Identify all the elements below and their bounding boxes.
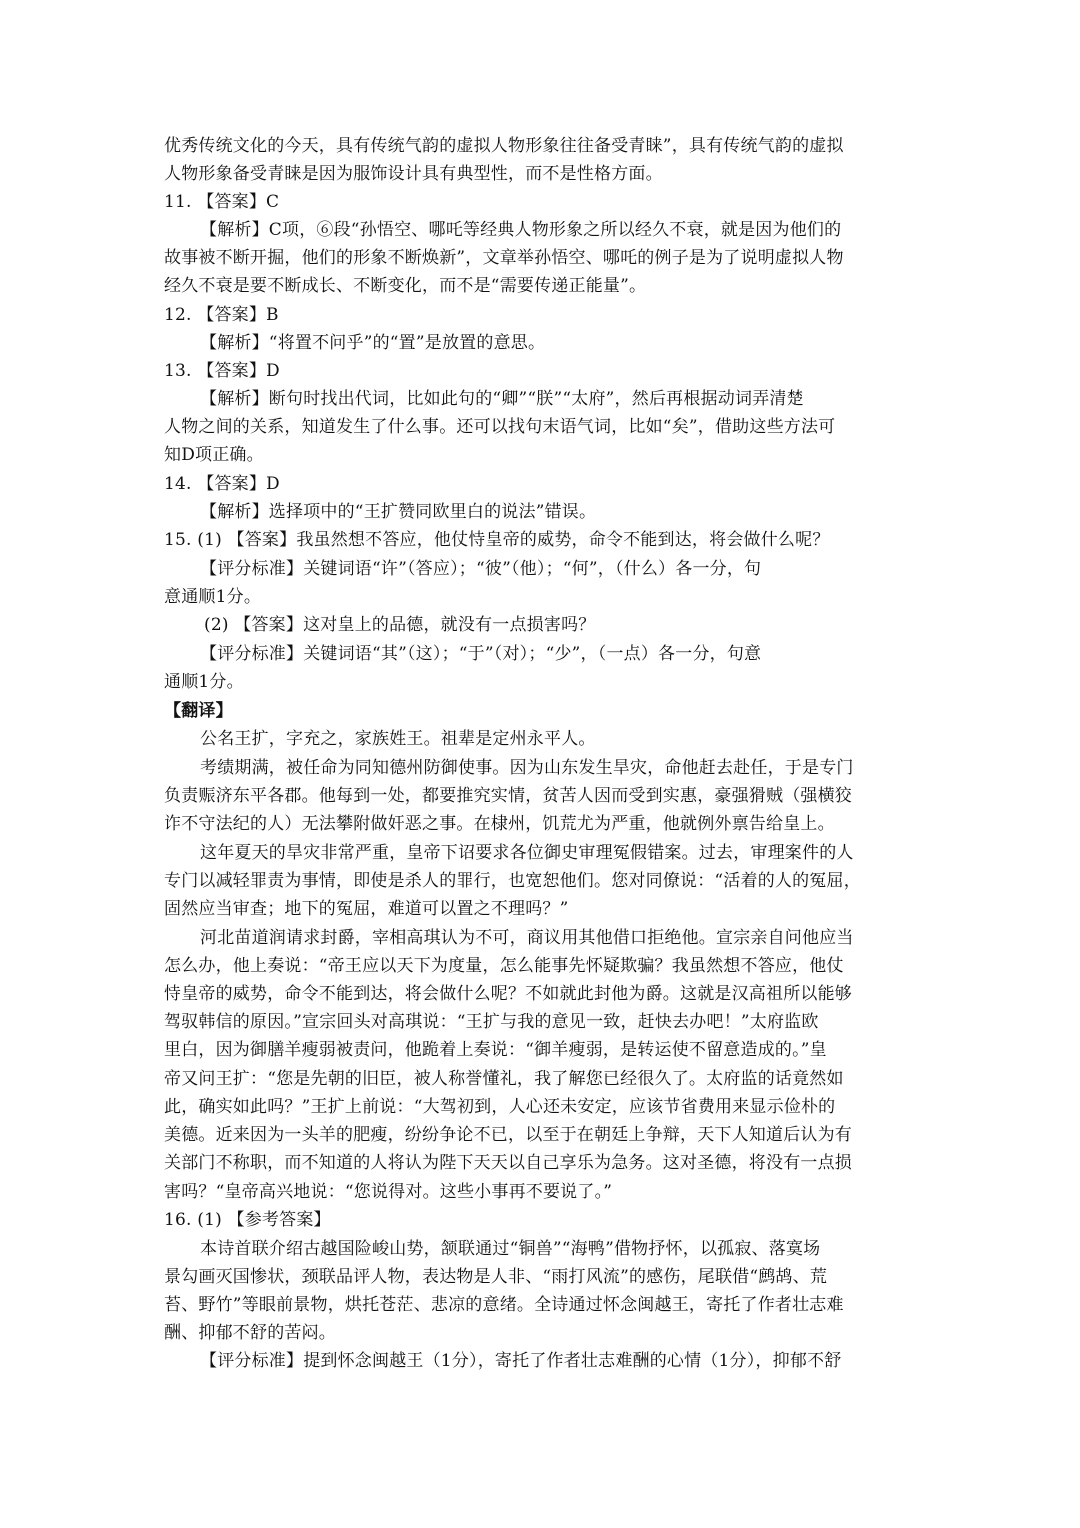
- scoring-line: 【评分标准】关键词语“许”（答应）；“彼”（他）；“何”，（什么）各一分，句: [200, 559, 762, 579]
- text-line: 故事被不断开掘，他们的形象不断焕新”，文章举孙悟空、哪吒的例子是为了说明虚拟人物: [164, 248, 844, 268]
- analysis-line: 【解析】断句时找出代词，比如此句的“卿”“朕”“太府”，然后再根据动词弄清楚: [200, 389, 804, 409]
- translation-line: 负责赈济东平各郡。他每到一处，都要推究实情，贫苦人因而受到实惠，豪强猾贼（强横狡: [164, 786, 852, 806]
- translation-line: 害吗？“皇帝高兴地说：“您说得对。这些小事再不要说了。”: [164, 1182, 613, 1202]
- translation-line: 美德。近来因为一头羊的肥瘦，纷纷争论不已，以至于在朝廷上争辩，天下人知道后认为有: [164, 1125, 852, 1145]
- reference-line: 景勾画灭国惨状，颈联品评人物，表达物是人非、“雨打风流”的感伤，尾联借“鹧鸪、荒: [164, 1267, 828, 1287]
- translation-line: 此，确实如此吗？”王扩上前说：“大驾初到，人心还未安定，应该节省费用来显示俭朴的: [164, 1097, 836, 1117]
- analysis-line: 【解析】“将置不问乎”的“置”是放置的意思。: [200, 333, 546, 353]
- text-line: 意通顺1分。: [164, 587, 262, 607]
- answer-heading: 14. 【答案】D: [164, 474, 280, 494]
- translation-line: 驾驭韩信的原因。”宣宗回头对高琪说：“王扩与我的意见一致，赶快去办吧！”太府监欧: [164, 1012, 819, 1032]
- scoring-line: 【评分标准】提到怀念闽越王（1分），寄托了作者壮志难酬的心情（1分），抑郁不舒: [200, 1351, 842, 1371]
- analysis-line: 【解析】C项，⑥段“孙悟空、哪吒等经典人物形象之所以经久不衰，就是因为他们的: [200, 220, 842, 240]
- analysis-line: 【解析】选择项中的“王扩赞同欧里白的说法”错误。: [200, 502, 597, 522]
- reference-line: 本诗首联介绍古越国险峻山势，颔联通过“铜兽”“海鸭”借物抒怀，以孤寂、落寞场: [200, 1239, 821, 1259]
- answer-heading: 15. (1) 【答案】我虽然想不答应，他仗恃皇帝的威势，命令不能到达，将会做什么呢？: [164, 530, 830, 550]
- translation-line: 诈不守法纪的人）无法攀附做奸恶之事。在棣州，饥荒尤为严重，他就例外禀告给皇上。: [164, 814, 835, 834]
- translation-line: 公名王扩，字充之，家族姓王。祖辈是定州永平人。: [200, 729, 596, 749]
- text-line: 经久不衰是要不断成长、不断变化，而不是“需要传递正能量”。: [164, 276, 647, 296]
- text-line: 通顺1分。: [164, 672, 244, 692]
- scoring-line: 【评分标准】关键词语“其”（这）；“于”（对）；“少”，（一点）各一分，句意: [200, 644, 762, 664]
- translation-line: 考绩期满，被任命为同知德州防御使事。因为山东发生旱灾，命他赶去赴任，于是专门: [200, 758, 854, 778]
- translation-line: 里白，因为御膳羊瘦弱被责问，他跪着上奏说：“御羊瘦弱，是转运使不留意造成的。”皇: [164, 1040, 827, 1060]
- answer-heading: (2) 【答案】这对皇上的品德，就没有一点损害吗？: [204, 615, 596, 635]
- translation-line: 帝又问王扩：“您是先朝的旧臣，被人称誉懂礼，我了解您已经很久了。太府监的话竟然如: [164, 1069, 844, 1089]
- answer-heading: 13. 【答案】D: [164, 361, 280, 381]
- translation-line: 这年夏天的旱灾非常严重，皇帝下诏要求各位御史审理冤假错案。过去，审理案件的人: [200, 843, 854, 863]
- text-line: 人物之间的关系，知道发生了什么事。还可以找句末语气词，比如“矣”，借助这些方法可: [164, 417, 836, 437]
- reference-line: 酬、抑郁不舒的苦闷。: [164, 1323, 336, 1343]
- text-line: 人物形象备受青睐是因为服饰设计具有典型性，而不是性格方面。: [164, 164, 663, 184]
- translation-line: 河北苗道润请求封爵，宰相高琪认为不可，商议用其他借口拒绝他。宣宗亲自问他应当: [200, 928, 854, 948]
- translation-line: 关部门不称职，而不知道的人将认为陛下天天以自己享乐为急务。这对圣德，将没有一点损: [164, 1153, 852, 1173]
- text-line: 知D项正确。: [164, 445, 264, 465]
- text-line: 优秀传统文化的今天，具有传统气韵的虚拟人物形象往往备受青睐”，具有传统气韵的虚拟: [164, 136, 844, 156]
- translation-heading: 【翻译】: [164, 701, 233, 721]
- answer-heading: 11. 【答案】C: [164, 192, 280, 212]
- translation-line: 专门以减轻罪责为事情，即使是杀人的罪行，也宽恕他们。您对同僚说：“活着的人的冤屈，: [164, 871, 861, 891]
- translation-line: 恃皇帝的威势，命令不能到达，将会做什么呢？不如就此封他为爵。这就是汉高祖所以能够: [164, 984, 852, 1004]
- answer-heading: 16. (1) 【参考答案】: [164, 1210, 331, 1230]
- answer-heading: 12. 【答案】B: [164, 305, 279, 325]
- translation-line: 固然应当审查；地下的冤屈，难道可以置之不理吗？”: [164, 899, 569, 919]
- reference-line: 苔、野竹”等眼前景物，烘托苍茫、悲凉的意绪。全诗通过怀念闽越王，寄托了作者壮志难: [164, 1295, 844, 1315]
- translation-line: 怎么办，他上奏说：“帝王应以天下为度量，怎么能事先怀疑欺骗？我虽然想不答应，他仗: [164, 956, 844, 976]
